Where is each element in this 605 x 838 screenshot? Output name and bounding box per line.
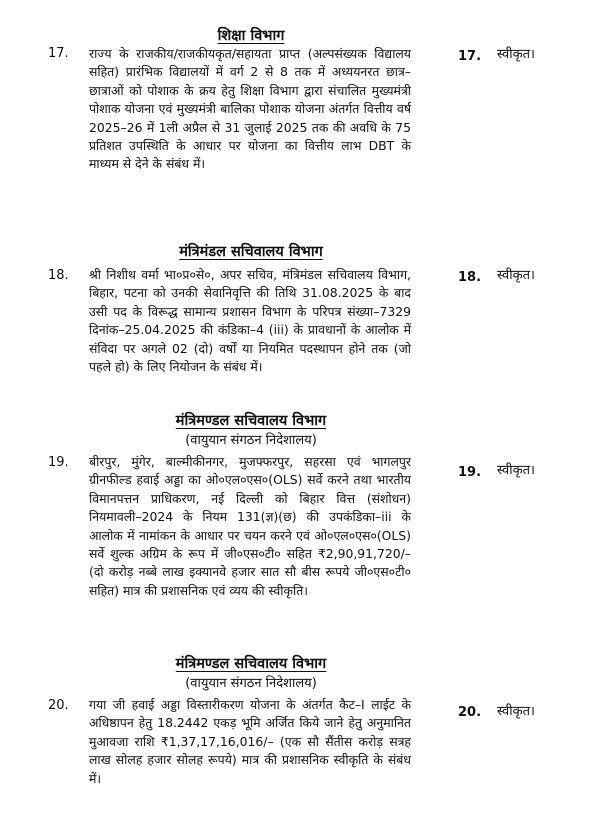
item-number: 19. — [48, 455, 69, 470]
item-number: 20. — [48, 698, 69, 713]
item-description: बीरपुर, मुंगेर, बाल्मीकीनगर, मुजफ्फरपुर, सहरसा एवं भागलपुर ग्रीनफील्ड हवाई अड्डा का ओ०एल०एस०(OLS) सर्वे करने तथा भारतीय विमानपत्तन प्राधिकरण, नई दिल्ली को बिहार वित्त (संशोधन) नियमावली–2024 के नियम 131(ज्ञ)(छ) की उपकंडिका–iii के आलोक में नामांकन के आधार पर चयन करने एवं ओ०एल०एस०(OLS) सर्वे शुल्क अग्रिम के रूप में जी०एस०टी० सहित ₹2,90,91,720/– (दो करोड़ नब्बे लाख इक्यानवे हजार सात सौ बीस रूपये जी०एस०टी० सहित) मात्र की प्रशासनिक एवं व्यय की स्वीकृति। — [89, 454, 411, 598]
decision-status: स्वीकृत। — [497, 463, 535, 478]
decision-status: स्वीकृत। — [497, 47, 535, 62]
department-subheading: (वायुयान संगठन निदेशालय) — [185, 676, 317, 691]
item-description: राज्य के राजकीय/राजकीयकृत/सहायता प्राप्त (अल्पसंख्यक विद्यालय सहित) प्रारंभिक विद्यालयों में वर्ग 2 से 8 तक में अध्ययनरत छात्र–छात्राओं को पोशाक के क्रय हेतु शिक्षा विभाग द्वारा संचालित मुख्यमंत्री पोशाक योजना एवं मुख्यमंत्री बालिका पोशाक योजना अंतर्गत वित्तीय वर्ष 2025–26 में 1ली अप्रैल से 31 जुलाई 2025 तक की अवधि के 75 प्रतिशत उपस्थिति के आधार पर योजना का वित्तीय लाभ DBT के माध्यम से देने के संबंध में। — [89, 46, 411, 172]
department-heading: शिक्षा विभाग — [217, 28, 285, 44]
item-number: 18. — [48, 268, 69, 283]
item-description: गया जी हवाई अड्डा विस्तारीकरण योजना के अंतर्गत कैट–I लाईट के अधिष्ठापन हेतु 18.2442 एकड़ भूमि अर्जित किये जाने हेतु अनुमानित मुआवजा राशि ₹1,37,17,16,016/– (एक सौ सैंतीस करोड़ सत्रह लाख सोलह हजार सोलह रूपये) मात्र की प्रशासनिक स्वीकृति के संबंध में। — [89, 697, 411, 786]
item-number: 17. — [48, 46, 69, 61]
item-description: श्री निशीथ वर्मा भा०प्र०से०, अपर सचिव, मंत्रिमंडल सचिवालय विभाग, बिहार, पटना को उनकी सेवानिवृत्ति की तिथि 31.08.2025 के बाद उसी पद के विरूद्ध सामान्य प्रशासन विभाग के परिपत्र संख्या–7329 दिनांक–25.04.2025 की कंडिका–4 (iii) के प्रावधानों के आलोक में संविदा पर अगले 02 (दो) वर्षों या नियमित पदस्थापन होने तक (जो पहले हो) के लिए नियोजन के संबंध में। — [89, 267, 411, 375]
decision-number: 17. — [458, 49, 482, 64]
department-subheading: (वायुयान संगठन निदेशालय) — [185, 433, 317, 448]
department-heading: मंत्रिमंडल सचिवालय विभाग — [179, 244, 323, 260]
decision-number: 20. — [458, 705, 482, 720]
decision-number: 19. — [458, 465, 482, 480]
department-heading: मंत्रिमण्डल सचिवालय विभाग — [175, 656, 327, 672]
department-heading: मंत्रिमण्डल सचिवालय विभाग — [175, 413, 327, 429]
decision-number: 18. — [458, 270, 482, 285]
decision-status: स्वीकृत। — [497, 268, 535, 283]
decision-status: स्वीकृत। — [497, 704, 535, 719]
